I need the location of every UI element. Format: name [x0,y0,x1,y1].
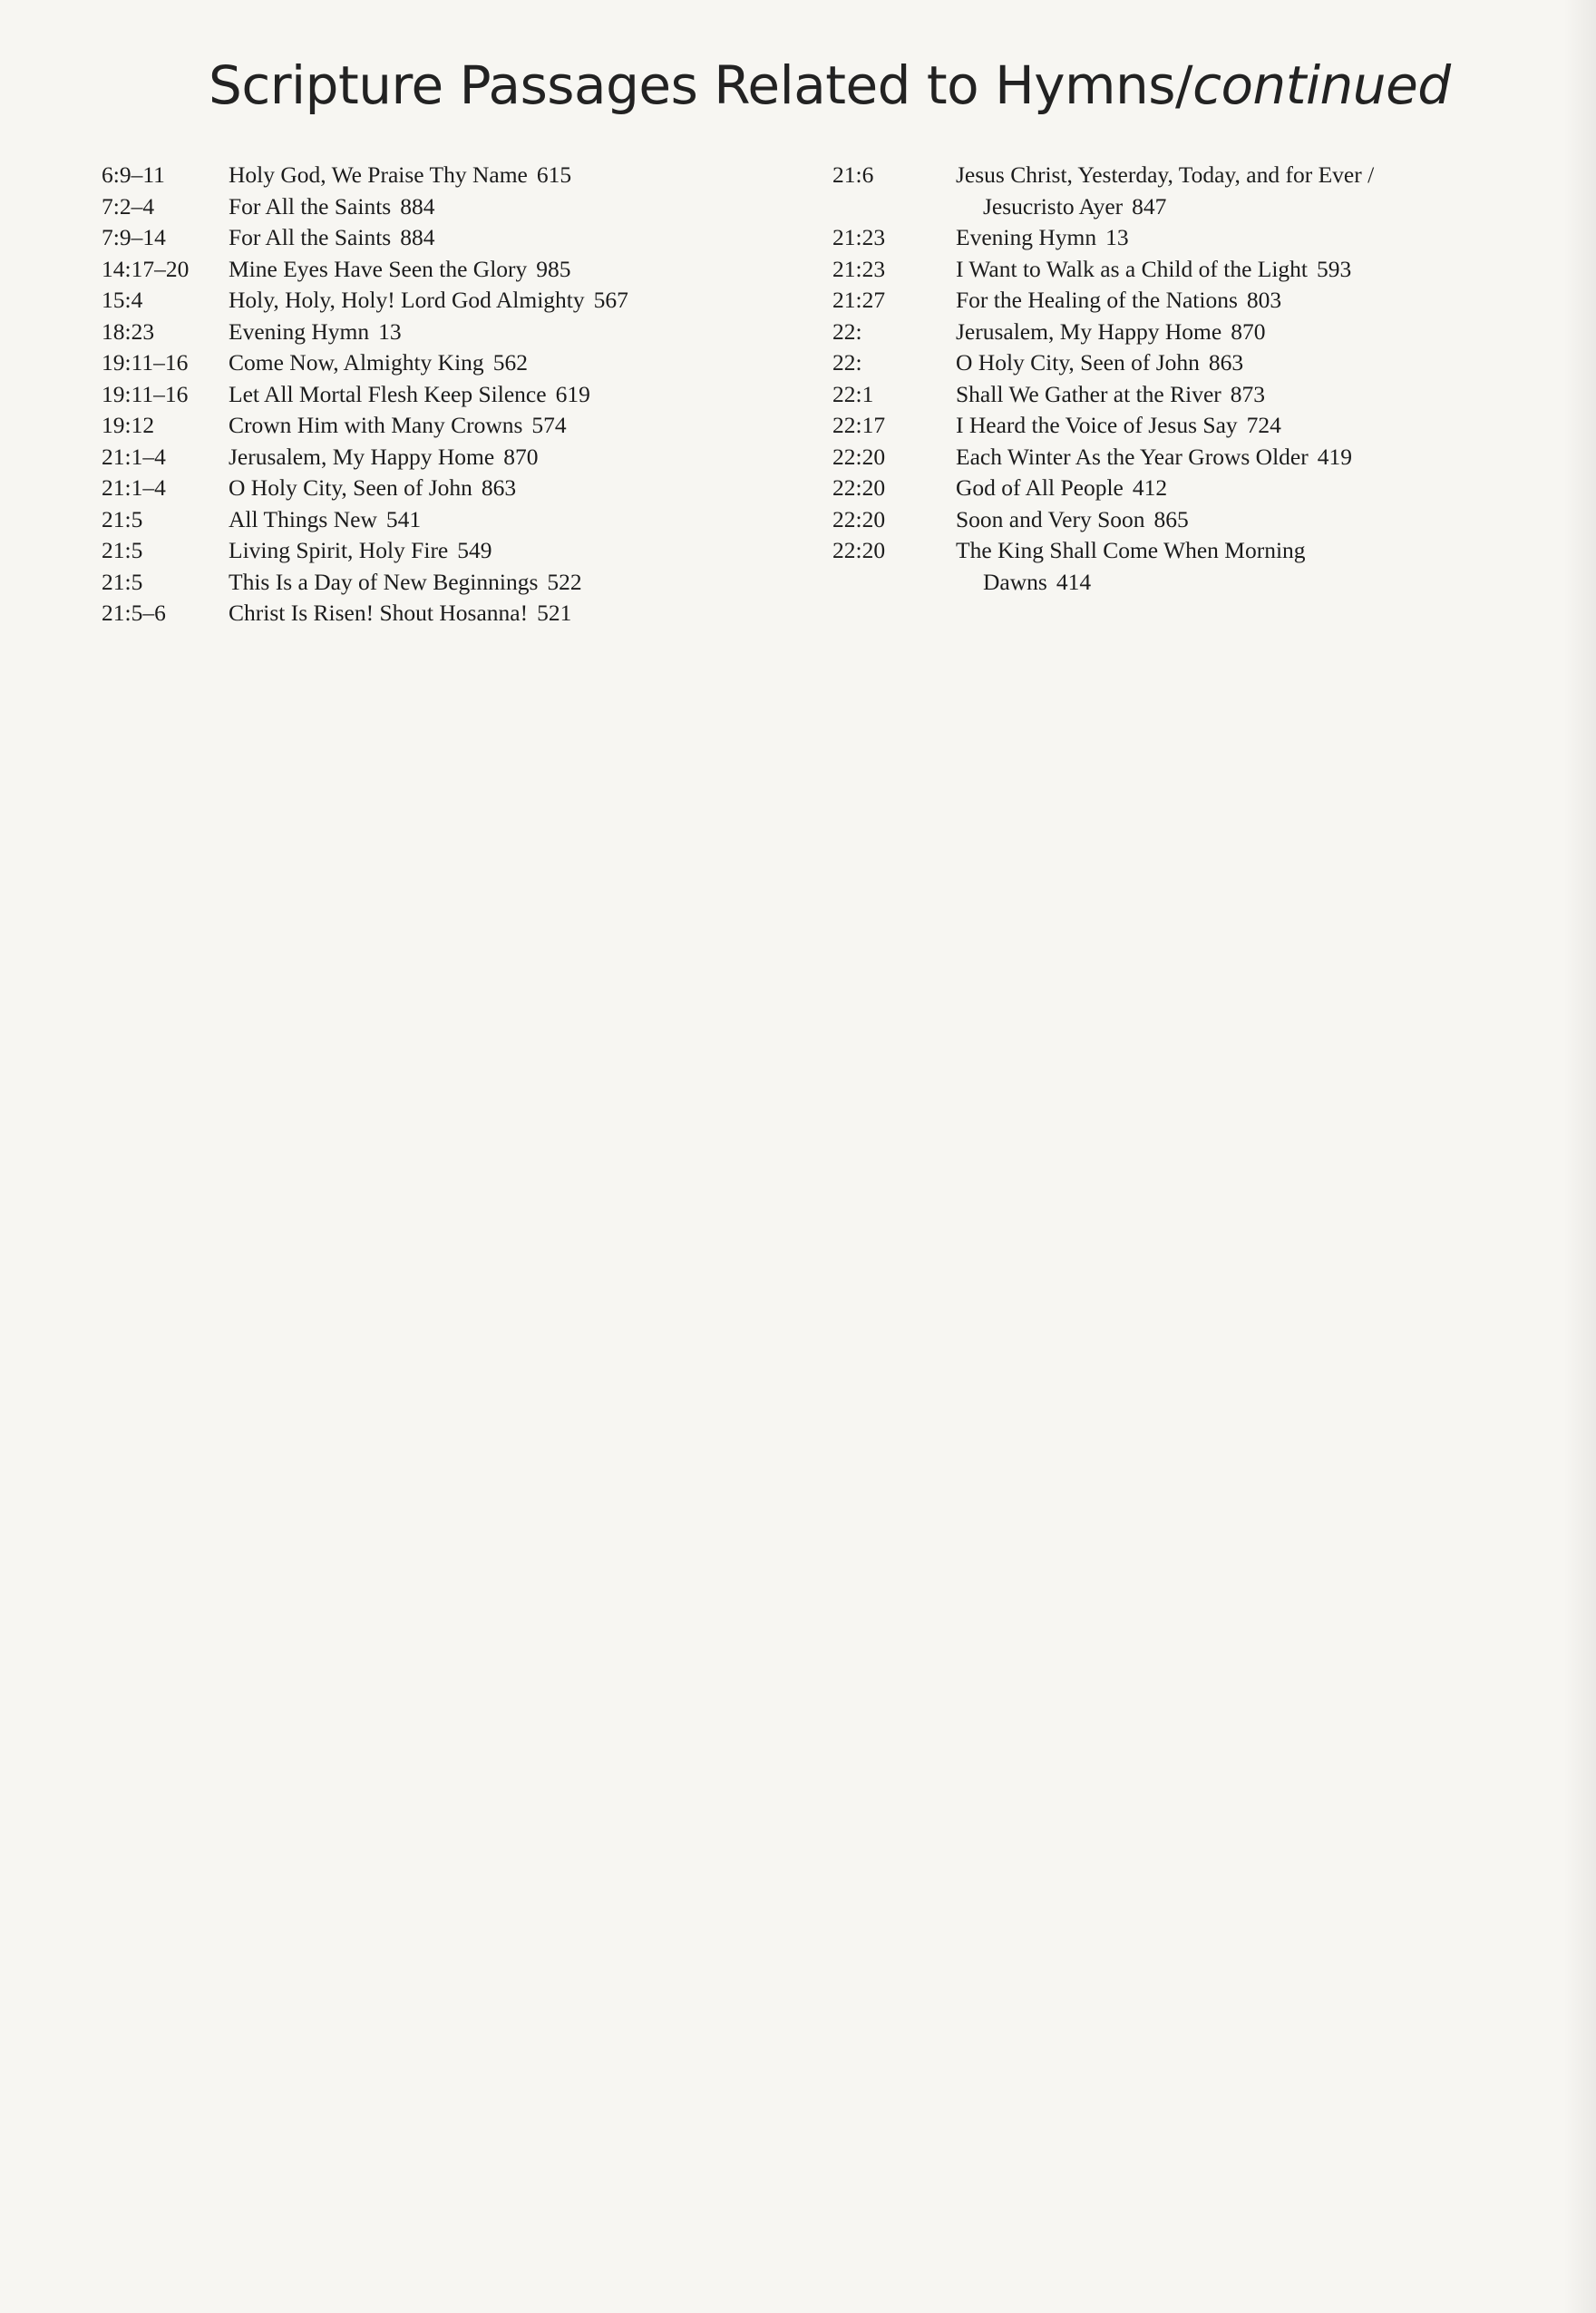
hymn-title: Crown Him with Many Crowns [229,412,523,438]
hymn-entry [956,317,1395,348]
list-item [832,347,1395,379]
hymn-title: God of All People [956,474,1124,501]
scripture-ref: 18:23 [102,317,155,345]
hymn-number: 13 [1105,224,1129,250]
hymn-entry [229,222,818,254]
scripture-ref: 7:9–14 [102,224,166,250]
hymn-number: 870 [503,443,539,470]
list-item [102,504,818,536]
list-item [832,254,1395,286]
hymn-entry [229,598,818,629]
hymn-entry [229,254,818,286]
hymn-entry [956,535,1395,598]
scripture-ref: 14:17–20 [102,255,190,282]
hymn-entry [229,504,818,536]
scripture-ref: 22: [832,317,862,345]
hymn-title: For All the Saints [229,192,392,220]
hymn-number: 412 [1132,474,1168,501]
hymn-entry [956,379,1395,411]
scripture-ref: 21:5 [102,537,143,563]
list-item [102,160,818,191]
hymn-entry [956,473,1395,504]
scripture-ref: 7:2–4 [102,192,155,220]
list-item [102,222,818,254]
hymn-entry [229,379,818,411]
list-item [102,535,818,567]
hymn-entry [956,504,1395,536]
scripture-ref: 22:20 [832,443,886,470]
list-item [832,222,1395,254]
hymn-number: 803 [1246,287,1282,313]
hymn-number: 615 [536,161,572,188]
list-item [102,191,818,223]
hymn-entry [229,567,818,599]
list-item [102,379,818,411]
scripture-ref: 19:11–16 [102,380,189,407]
list-item [832,160,1395,222]
hymn-entry [229,191,818,223]
list-item [102,347,818,379]
list-item [832,473,1395,504]
hymn-title: O Holy City, Seen of John [956,349,1200,376]
hymn-number: 549 [457,537,492,563]
hymn-entry [956,347,1395,379]
hymn-number: 724 [1246,412,1281,438]
hymn-entry [229,473,818,504]
hymn-number: 562 [492,349,528,376]
hymn-entry [956,442,1395,473]
hymn-title: Mine Eyes Have Seen the Glory [229,255,528,282]
page-title [209,54,1451,116]
hymn-entry [956,222,1395,254]
hymn-entry [229,442,818,473]
hymn-title: All Things New [229,505,377,532]
scripture-ref: 22:20 [832,537,886,563]
hymn-number: 619 [555,380,590,407]
hymn-number: 593 [1317,255,1352,282]
hymn-title: O Holy City, Seen of John [229,474,472,501]
hymn-title: The King Shall Come When Morning Dawns [956,537,1306,595]
hymn-title: I Want to Walk as a Child of the Light [956,255,1309,282]
hymn-title: Christ Is Risen! Shout Hosanna! [229,600,529,626]
hymn-title: Jerusalem, My Happy Home [956,317,1222,345]
hymn-number: 419 [1317,443,1352,470]
scripture-ref: 19:12 [102,412,155,438]
scripture-ref: 22: [832,349,862,376]
list-item [102,410,818,442]
hymn-entry [956,160,1395,222]
hymn-title: Shall We Gather at the River [956,380,1221,407]
hymn-number: 567 [593,287,628,313]
hymn-title: Evening Hymn [229,317,370,345]
hymn-entry [229,347,818,379]
list-item [832,317,1395,348]
scripture-ref: 21:23 [832,224,886,250]
hymn-entry [229,317,818,348]
scripture-ref: 21:27 [832,287,886,313]
list-item [832,285,1395,317]
hymn-number: 884 [400,192,435,220]
hymn-number: 863 [1208,349,1244,376]
list-item [832,504,1395,536]
scripture-ref: 22:20 [832,474,886,501]
hymn-number: 847 [1132,192,1167,220]
hymn-title: Each Winter As the Year Grows Older [956,443,1309,470]
hymn-number: 574 [531,412,567,438]
list-item [102,254,818,286]
scripture-ref: 6:9–11 [102,161,165,188]
hymn-title: Soon and Very Soon [956,505,1145,532]
hymn-title: Come Now, Almighty King [229,349,484,376]
hymn-title: For All the Saints [229,224,392,250]
hymn-number: 522 [547,568,582,595]
hymn-entry [229,285,818,317]
scripture-ref: 21:23 [832,255,886,282]
list-item [832,535,1395,598]
scripture-ref: 21:5 [102,505,143,532]
list-item [102,567,818,599]
scripture-ref: 21:6 [832,161,874,188]
hymn-title: Holy, Holy, Holy! Lord God Almighty [229,287,585,313]
page-edge-shadow [1563,0,1596,2313]
hymn-entry [956,285,1395,317]
list-item [832,379,1395,411]
scripture-ref: 21:5 [102,568,143,595]
scripture-ref: 21:1–4 [102,443,166,470]
scripture-ref: 22:17 [832,412,886,438]
scripture-ref: 19:11–16 [102,349,189,376]
hymn-title: Holy God, We Praise Thy Name [229,161,528,188]
hymn-number: 865 [1153,505,1189,532]
hymn-number: 541 [385,505,422,532]
scripture-ref: 22:1 [832,380,874,407]
hymn-entry [956,410,1395,442]
hymn-number: 13 [378,317,402,345]
hymn-title: For the Healing of the Nations [956,287,1238,313]
hymn-entry [229,410,818,442]
hymn-number: 521 [537,600,572,626]
list-item [102,598,818,629]
hymn-number: 414 [1056,568,1092,595]
hymn-number: 863 [481,474,517,501]
left-column [102,160,818,629]
hymn-number: 985 [536,255,571,282]
list-item [102,317,818,348]
list-item [102,473,818,504]
scripture-ref: 21:5–6 [102,600,166,626]
list-item [832,410,1395,442]
hymn-title: Jerusalem, My Happy Home [229,443,495,470]
list-item [102,285,818,317]
hymn-number: 870 [1231,317,1266,345]
hymn-number: 873 [1230,380,1266,407]
right-column [832,160,1395,598]
scripture-ref: 15:4 [102,287,143,313]
scripture-ref: 21:1–4 [102,474,166,501]
hymn-entry [229,160,818,191]
hymn-title: Let All Mortal Flesh Keep Silence [229,380,547,407]
hymn-number: 884 [400,224,435,250]
list-item [102,442,818,473]
hymn-title: I Heard the Voice of Jesus Say [956,412,1238,438]
hymn-title: Living Spirit, Holy Fire [229,537,449,563]
hymn-title: Jesus Christ, Yesterday, Today, and for Ever / Jesucristo Ayer [956,161,1375,220]
hymn-entry [229,535,818,567]
scripture-ref: 22:20 [832,505,886,532]
hymn-entry [956,254,1395,286]
title-main: Scripture Passages Related to Hymns/ [209,54,1193,116]
hymn-title: This Is a Day of New Beginnings [229,568,539,595]
hymn-title: Evening Hymn [956,224,1097,250]
title-continued: continued [1192,54,1451,116]
list-item [832,442,1395,473]
